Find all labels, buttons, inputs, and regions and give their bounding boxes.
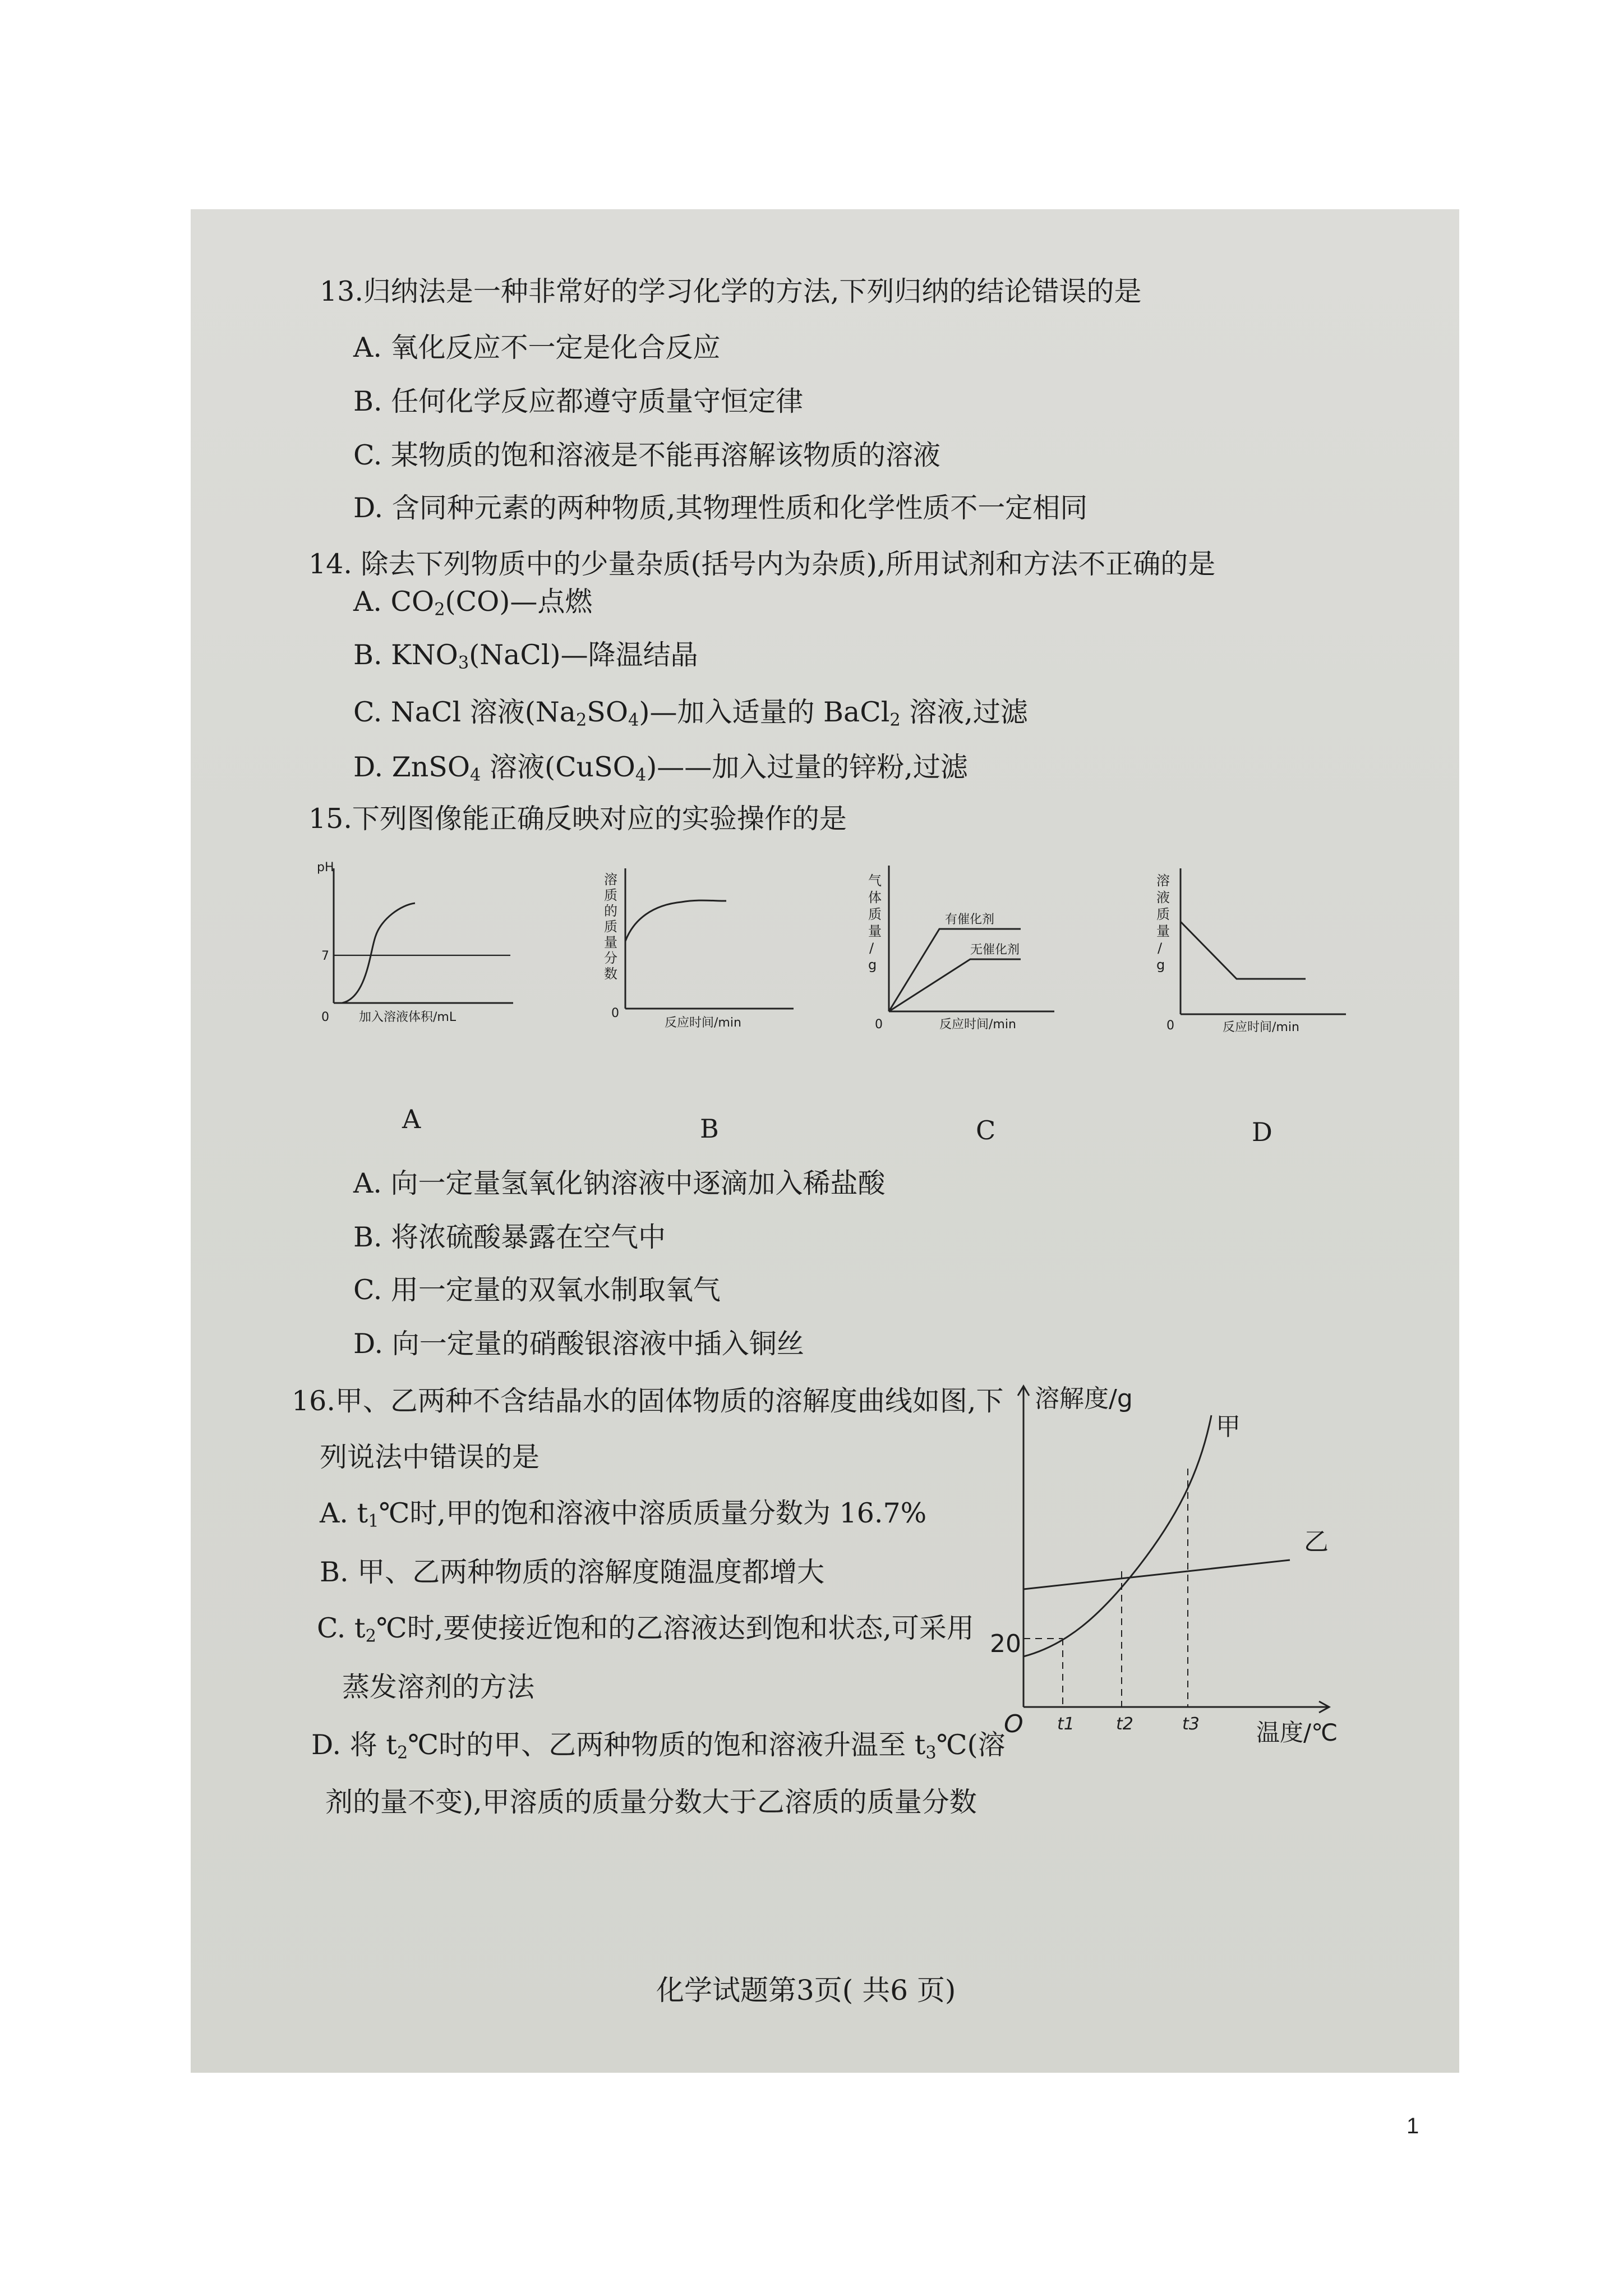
svg-text:气: 气 bbox=[868, 873, 882, 889]
graph-d-ylabel bbox=[1156, 873, 1170, 973]
svg-text:量: 量 bbox=[604, 935, 617, 950]
solubility-origin: O bbox=[1004, 1710, 1023, 1738]
graph-d bbox=[1144, 860, 1346, 1051]
q16-option-a: A. $t_1℃$时,甲的饱和溶液中溶质质量分数为 16.7% bbox=[320, 1497, 927, 1531]
svg-text:溶: 溶 bbox=[604, 872, 617, 887]
svg-text:数: 数 bbox=[604, 966, 617, 982]
graph-d-line bbox=[1181, 922, 1306, 979]
solubility-graph bbox=[965, 1382, 1346, 1752]
solubility-jia-label: 甲 bbox=[1216, 1412, 1241, 1441]
svg-text:g: g bbox=[1156, 957, 1165, 973]
graph-c-catalyst-label: 有催化剂 bbox=[945, 913, 995, 927]
q13-option-c: C. 某物质的饱和溶液是不能再溶解该物质的溶液 bbox=[353, 439, 940, 471]
svg-text:质: 质 bbox=[868, 907, 882, 922]
solubility-yi-label: 乙 bbox=[1304, 1527, 1329, 1556]
graph-d-caption: D bbox=[1252, 1117, 1272, 1147]
graph-d-origin: 0 bbox=[1166, 1019, 1174, 1033]
solubility-t2-label: t2 bbox=[1116, 1714, 1133, 1734]
graph-a-curve bbox=[342, 903, 415, 1003]
solubility-ylabel: 溶解度/g bbox=[1035, 1384, 1133, 1413]
graph-c-caption: C bbox=[976, 1115, 996, 1145]
q16-stem-line2: 列说法中错误的是 bbox=[320, 1441, 540, 1473]
svg-text:质: 质 bbox=[604, 887, 617, 903]
svg-text:的: 的 bbox=[604, 903, 617, 919]
q15-stem: 15.下列图像能正确反映对应的实验操作的是 bbox=[308, 803, 847, 835]
svg-text:质: 质 bbox=[604, 919, 617, 935]
page-number: 1 bbox=[1407, 2114, 1419, 2138]
q14-stem: 14. 除去下列物质中的少量杂质(括号内为杂质),所用试剂和方法不正确的是 bbox=[308, 548, 1216, 580]
graph-a-y7-label: 7 bbox=[321, 949, 329, 963]
q16-option-c-line1: C. $t_2℃$时,要使接近饱和的乙溶液达到饱和状态,可采用 bbox=[317, 1612, 974, 1646]
q13-option-d: D. 含同种元素的两种物质,其物理性质和化学性质不一定相同 bbox=[353, 492, 1088, 524]
solubility-guides bbox=[1023, 1469, 1188, 1707]
graph-c-origin: 0 bbox=[875, 1018, 883, 1032]
solubility-t1-label: t1 bbox=[1057, 1714, 1075, 1734]
graph-a-caption: A bbox=[402, 1104, 421, 1134]
graph-c-ylabel bbox=[868, 873, 882, 973]
q16-option-d-line2: 剂的量不变),甲溶质的质量分数大于乙溶质的质量分数 bbox=[325, 1786, 977, 1818]
svg-text:量: 量 bbox=[868, 923, 882, 939]
graph-c-no-catalyst-label: 无催化剂 bbox=[970, 943, 1020, 957]
svg-text:分: 分 bbox=[604, 950, 617, 966]
graph-b-ylabel bbox=[604, 872, 617, 982]
graph-c bbox=[858, 860, 1060, 1051]
svg-text:液: 液 bbox=[1156, 890, 1170, 905]
graph-a-xlabel: 加入溶液体积/mL bbox=[359, 1010, 457, 1024]
svg-text:/: / bbox=[1158, 940, 1163, 956]
svg-text:量: 量 bbox=[1156, 923, 1170, 939]
q13-option-b: B. 任何化学反应都遵守质量守恒定律 bbox=[353, 385, 804, 417]
solubility-xlabel: 温度/℃ bbox=[1256, 1719, 1338, 1746]
graph-a-origin: 0 bbox=[321, 1010, 329, 1024]
q13-option-a: A. 氧化反应不一定是化合反应 bbox=[353, 332, 721, 364]
q15-option-c: C. 用一定量的双氧水制取氧气 bbox=[353, 1274, 721, 1306]
q14-option-d: D. ZnSO$_4$ 溶液(CuSO$_4$)——加入过量的锌粉,过滤 bbox=[353, 751, 968, 785]
graph-b-xlabel: 反应时间/min bbox=[665, 1016, 741, 1030]
graph-d-xlabel: 反应时间/min bbox=[1223, 1020, 1299, 1034]
q15-option-a: A. 向一定量氢氧化钠溶液中逐滴加入稀盐酸 bbox=[353, 1167, 886, 1199]
solubility-y20-label: 20 bbox=[990, 1630, 1021, 1658]
graph-a bbox=[311, 857, 519, 1048]
graph-c-xlabel: 反应时间/min bbox=[939, 1018, 1016, 1032]
q16-option-d-line1: D. 将 $t_2℃$时的甲、乙两种物质的饱和溶液升温至 $t_3℃$(溶 bbox=[311, 1729, 1006, 1763]
graph-b-caption: B bbox=[700, 1114, 719, 1144]
q16-stem-line1: 16.甲、乙两种不含结晶水的固体物质的溶解度曲线如图,下 bbox=[292, 1385, 1004, 1417]
solubility-line-yi bbox=[1023, 1560, 1290, 1589]
q16-option-b: B. 甲、乙两种物质的溶解度随温度都增大 bbox=[320, 1556, 825, 1588]
page-footer: 化学试题第3页( 共6 页) bbox=[656, 1974, 956, 2007]
solubility-t3-label: t3 bbox=[1182, 1714, 1200, 1734]
graph-a-ylabel: pH bbox=[317, 861, 334, 875]
graph-c-no-catalyst-line bbox=[889, 959, 1021, 1011]
q15-option-d: D. 向一定量的硝酸银溶液中插入铜丝 bbox=[353, 1328, 804, 1360]
svg-text:质: 质 bbox=[1156, 907, 1170, 922]
svg-text:/: / bbox=[869, 940, 874, 956]
solubility-curve-jia bbox=[1023, 1415, 1211, 1657]
q14-option-b: B. $KNO_3(NaCl)—$降温结晶 bbox=[353, 639, 698, 673]
q15-option-b: B. 将浓硫酸暴露在空气中 bbox=[353, 1221, 666, 1253]
graph-b-curve bbox=[625, 900, 726, 941]
q13-stem: 13.归纳法是一种非常好的学习化学的方法,下列归纳的结论错误的是 bbox=[320, 275, 1142, 307]
svg-text:溶: 溶 bbox=[1156, 873, 1170, 889]
exam-page-photo bbox=[191, 209, 1459, 2073]
q14-option-a: A. $CO_2(CO)—$点燃 bbox=[353, 586, 593, 620]
graph-b-origin: 0 bbox=[611, 1006, 619, 1020]
svg-text:g: g bbox=[868, 957, 877, 973]
q16-option-c-line2: 蒸发溶剂的方法 bbox=[342, 1671, 535, 1703]
graph-b bbox=[592, 857, 794, 1048]
svg-text:体: 体 bbox=[868, 890, 882, 905]
q14-option-c: C. NaCl 溶液$(Na_2SO_4)—$加入适量的 BaCl$_2$ 溶液,过滤 bbox=[353, 696, 1028, 730]
